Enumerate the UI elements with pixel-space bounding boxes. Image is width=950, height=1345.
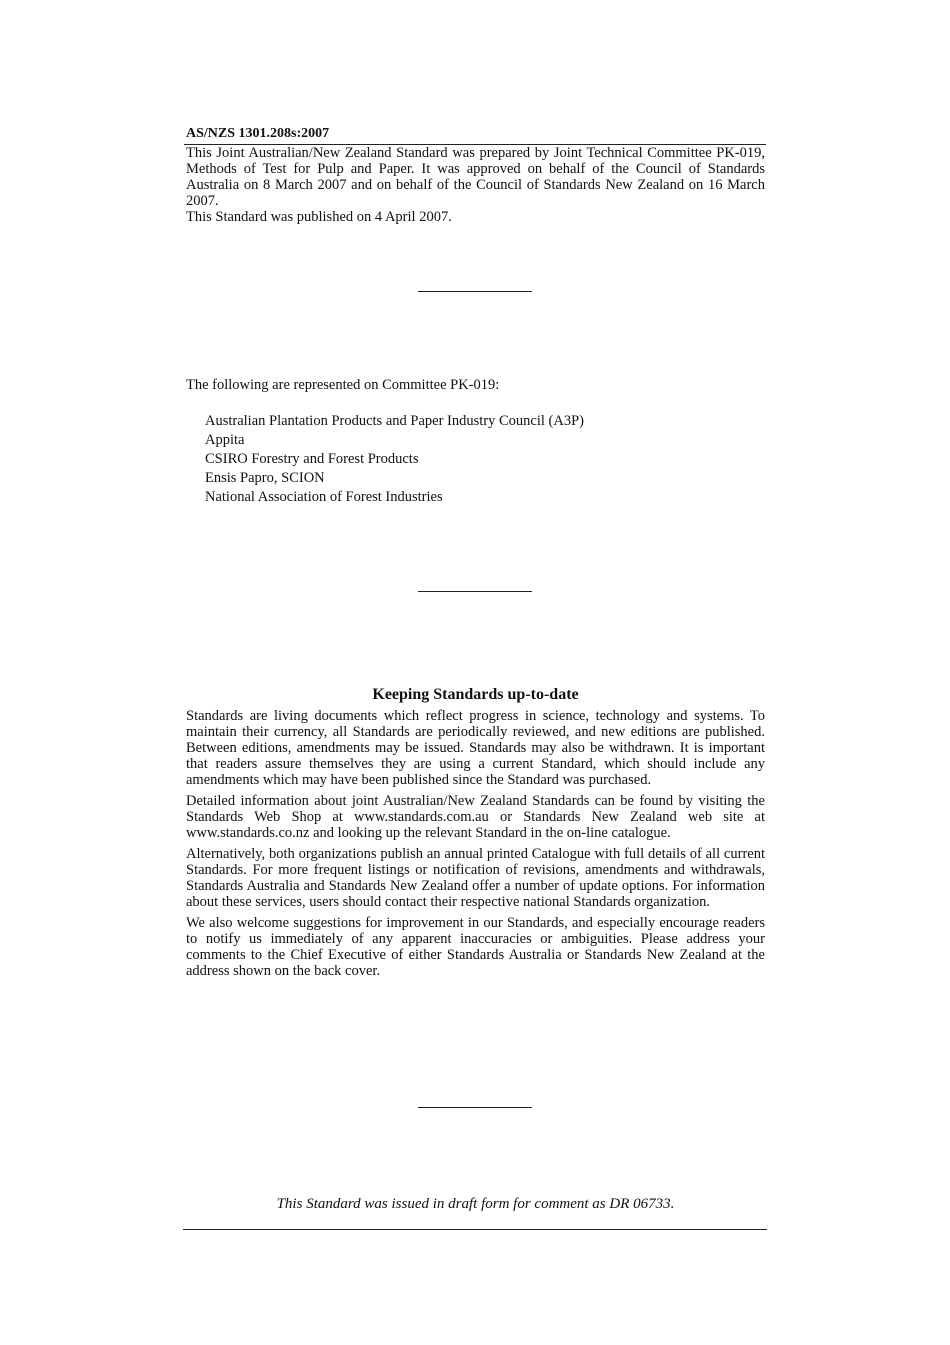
keeping-up-to-date-body	[186, 708, 765, 984]
standard-id: AS/NZS 1301.208s:2007	[186, 126, 330, 141]
committee-member: Appita	[205, 432, 245, 448]
body-paragraph: Alternatively, both organizations publish an annual printed Catalogue with full details of all current Standards. For more frequent listings or notification of revisions, amendments and withdrawals, Standards Australia and Standards New Zealand offer a number of update options. For information about these services, users should contact their respective national Standards organization.	[186, 846, 765, 910]
body-paragraph: Standards are living documents which reflect progress in science, technology and systems. To maintain their currency, all Standards are periodically reviewed, and new editions are published. Between editions, amendments may be issued. Standards may also be withdrawn. It is important that readers assure themselves they are using a current Standard, which should include any amendments which may have been published since the Standard was purchased.	[186, 708, 765, 788]
footer-rule	[183, 1229, 767, 1230]
section-separator-1	[418, 291, 532, 292]
committee-member: Ensis Papro, SCION	[205, 470, 325, 486]
body-paragraph: Detailed information about joint Australian/New Zealand Standards can be found by visiting the Standards Web Shop at www.standards.com.au or Standards New Zealand web site at www.standards.co.nz and looking up the relevant Standard in the on-line catalogue.	[186, 793, 765, 841]
body-paragraph: We also welcome suggestions for improvement in our Standards, and especially encourage readers to notify us immediately of any apparent inaccuracies or ambiguities. Please address your comments to the Chief Executive of either Standards Australia or Standards New Zealand at the address shown on the back cover.	[186, 915, 765, 979]
committee-member: CSIRO Forestry and Forest Products	[205, 451, 419, 467]
preparation-paragraph: This Joint Australian/New Zealand Standard was prepared by Joint Technical Committee PK-019, Methods of Test for Pulp and Paper. It was approved on behalf of the Council of Standards Australia on 8 March 2007 and on behalf of the Council of Standards New Zealand on 16 March 2007.	[186, 145, 765, 209]
committee-member: National Association of Forest Industries	[205, 489, 443, 505]
publication-date: This Standard was published on 4 April 2007.	[186, 209, 452, 225]
committee-member: Australian Plantation Products and Paper Industry Council (A3P)	[205, 413, 584, 429]
draft-note: This Standard was issued in draft form for comment as DR 06733.	[276, 1196, 675, 1212]
committee-intro: The following are represented on Committee PK-019:	[186, 377, 500, 393]
committee-member-list	[205, 412, 584, 507]
section-separator-2	[418, 591, 532, 592]
keeping-up-to-date-heading: Keeping Standards up-to-date	[372, 686, 579, 703]
preparation-block	[186, 145, 765, 225]
section-separator-3	[418, 1107, 532, 1108]
